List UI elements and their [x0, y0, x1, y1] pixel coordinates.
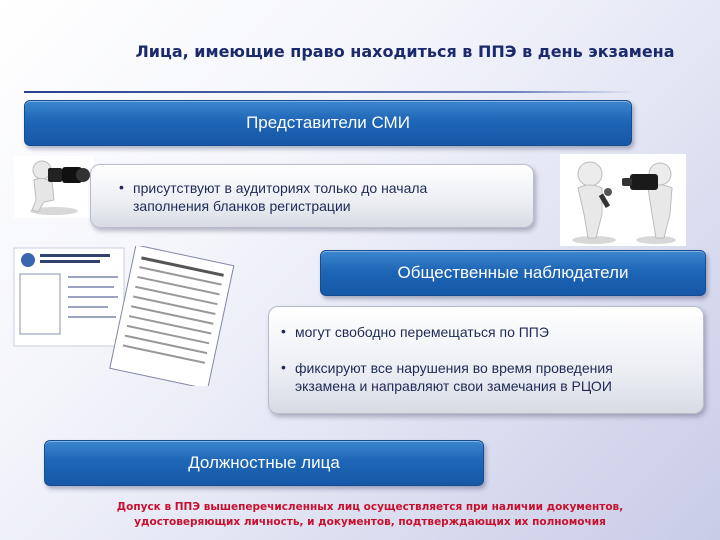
- reporter-figure-icon: [560, 154, 686, 246]
- page-title: Лица, имеющие право находиться в ППЭ в день экзамена: [135, 42, 675, 61]
- public-observers-banner: Общественные наблюдатели: [320, 250, 706, 296]
- bullet-text: экзамена и направляют свои замечания в РЦОИ: [295, 378, 612, 394]
- bullet-text: фиксируют все нарушения во время проведения: [295, 360, 613, 376]
- photographer-figure-icon: [14, 156, 94, 218]
- media-representatives-banner: Представители СМИ: [24, 100, 632, 146]
- admission-note: Допуск в ППЭ вышеперечисленных лиц осуществляется при наличии документов, удостоверяющих личность, и документов, подтверждающих их полномочия: [116, 501, 624, 528]
- bullet-text: заполнения бланков регистрации: [133, 198, 351, 214]
- title-divider: [24, 91, 636, 93]
- officials-banner: Должностные лица: [44, 440, 484, 486]
- observers-info-box: • могут свободно перемещаться по ППЭ • фиксируют все нарушения во время проведения экзамена и направляют свои замечания в РЦОИ: [268, 306, 704, 414]
- bullet-text: могут свободно перемещаться по ППЭ: [295, 324, 549, 340]
- media-info-box: • присутствуют в аудиториях только до начала заполнения бланков регистрации: [90, 164, 534, 228]
- bullet-text: присутствуют в аудиториях только до начала: [133, 180, 428, 196]
- observer-document-icon: [12, 246, 242, 386]
